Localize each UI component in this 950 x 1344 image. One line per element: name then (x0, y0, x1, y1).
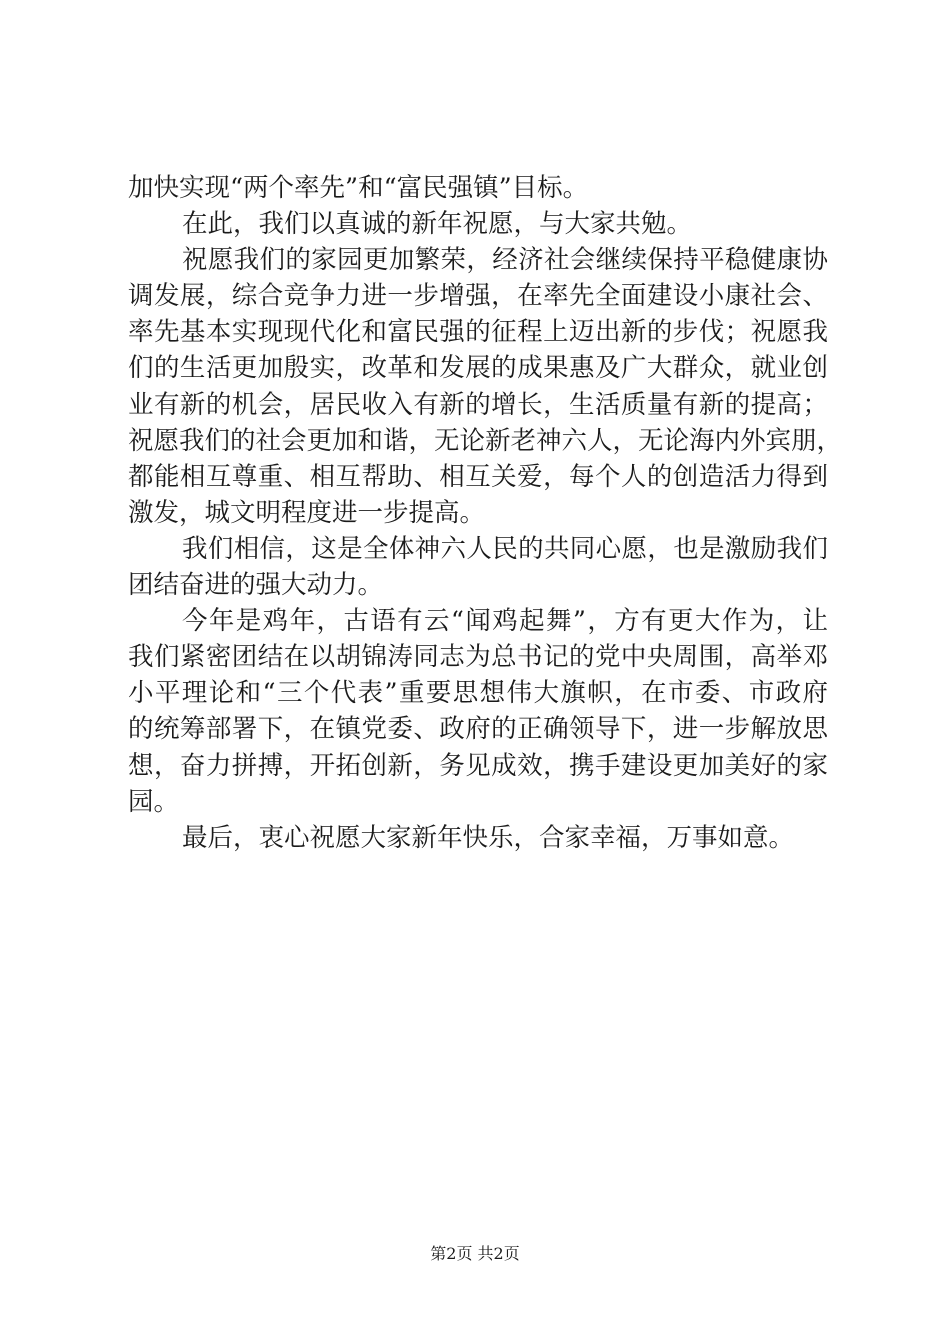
paragraph (128, 170, 828, 206)
text-line: 祝愿我们的社会更加和谐，无论新老神六人，无论海内外宾朋， (128, 425, 843, 456)
text-line: 祝愿我们的家园更加繁荣，经济社会继续保持平稳健康协 (182, 245, 828, 276)
text-line: 调发展，综合竞争力进一步增强，在率先全面建设小康社会、 (128, 281, 828, 312)
text-line: 率先基本实现现代化和富民强的征程上迈出新的步伐；祝愿我 (128, 317, 828, 348)
text-line: 想，奋力拼搏，开拓创新，务见成效，携手建设更加美好的家 (128, 750, 828, 781)
text-line: 小平理论和“三个代表”重要思想伟大旗帜，在市委、市政府 (128, 678, 828, 709)
text-line: 园。 (128, 786, 180, 817)
text-line: 在此，我们以真诚的新年祝愿，与大家共勉。 (182, 209, 693, 240)
text-line: 加快实现“两个率先”和“富民强镇”目标。 (128, 173, 589, 203)
text-line: 最后，衷心祝愿大家新年快乐，合家幸福，万事如意。 (182, 822, 795, 853)
paragraph (128, 206, 828, 242)
paragraph (128, 603, 828, 820)
paragraph (128, 820, 828, 856)
document-body (128, 170, 843, 856)
page-footer (0, 1243, 950, 1265)
text-line: 我们紧密团结在以胡锦涛同志为总书记的党中央周围，高举邓 (128, 642, 828, 673)
text-line: 业有新的机会，居民收入有新的增长，生活质量有新的提高； (128, 389, 828, 420)
text-line: 团结奋进的强大动力。 (128, 570, 384, 601)
page-number: 第2页 共2页 (430, 1244, 520, 1263)
paragraph (128, 531, 828, 603)
text-line: 都能相互尊重、相互帮助、相互关爱，每个人的创造活力得到 (128, 461, 828, 492)
text-line: 我们相信，这是全体神六人民的共同心愿，也是激励我们 (182, 533, 828, 564)
text-line: 激发，城文明程度进一步提高。 (128, 497, 486, 528)
text-line: 的统筹部署下，在镇党委、政府的正确领导下，进一步解放思 (128, 714, 828, 745)
text-line: 今年是鸡年，古语有云“闻鸡起舞”，方有更大作为，让 (182, 606, 828, 637)
paragraph (128, 242, 843, 531)
text-line: 们的生活更加殷实，改革和发展的成果惠及广大群众，就业创 (128, 353, 828, 384)
